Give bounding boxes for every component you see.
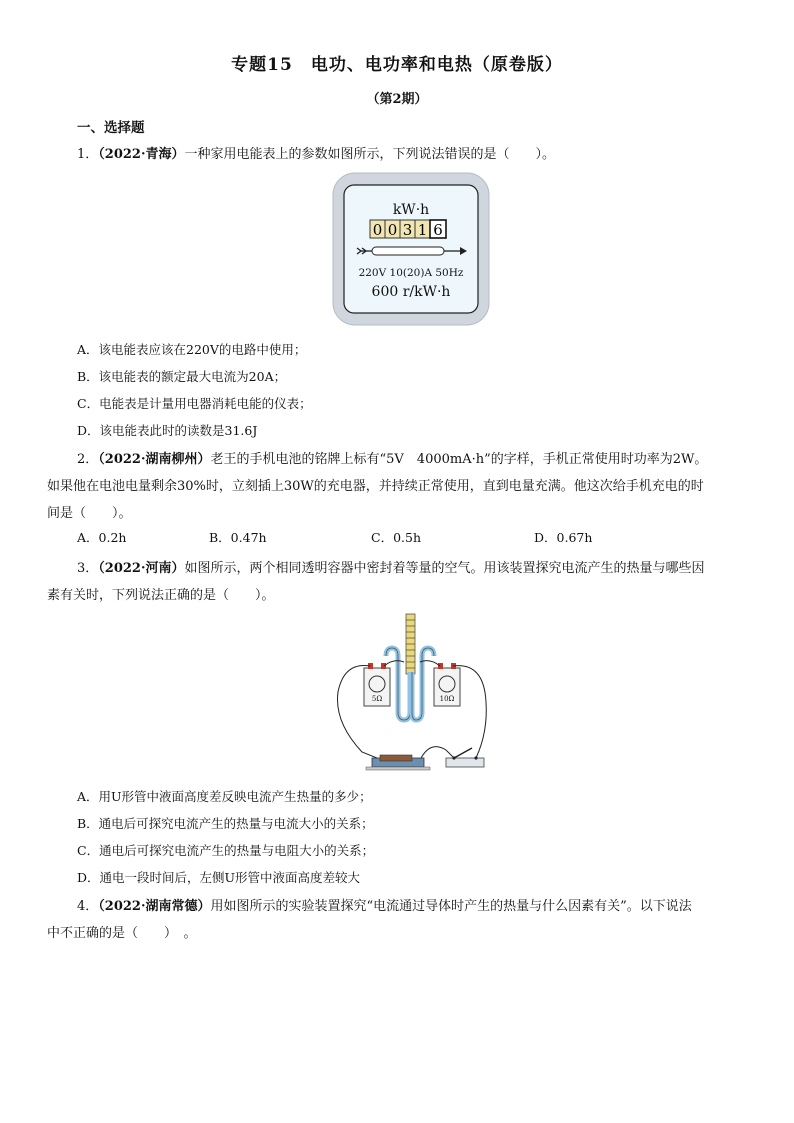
joule-heating-apparatus-figure bbox=[334, 612, 490, 772]
question-source: （2022·湖南常德） bbox=[98, 899, 211, 914]
question-4 bbox=[77, 895, 692, 914]
meter-digit: 1 bbox=[417, 221, 428, 239]
q2-option-a: A．0.2h bbox=[77, 530, 127, 545]
question-source: （2022·河南） bbox=[98, 561, 185, 576]
meter-digit: 0 bbox=[372, 221, 383, 239]
question-text: 如图所示，两个相同透明容器中密封着等量的空气。用该装置探究电流产生的热量与哪些因 bbox=[184, 561, 705, 576]
q1-option-c: C．电能表是计量用电器消耗电能的仪表； bbox=[77, 396, 312, 411]
section-heading: 一、选择题 bbox=[77, 120, 145, 136]
question-source: （2022·湖南柳州） bbox=[98, 452, 211, 467]
q2-option-d: D．0.67h bbox=[534, 530, 593, 545]
question-source: （2022·青海） bbox=[98, 147, 185, 162]
left-container bbox=[364, 663, 390, 706]
question-text: 老王的手机电池的铭牌上标有“5V 4000mA·h”的字样，手机正常使用时功率为2W。 bbox=[210, 452, 708, 467]
q3-option-d: D．通电一段时间后，左侧U形管中液面高度差较大 bbox=[77, 870, 361, 885]
question-number: 1． bbox=[77, 147, 99, 162]
question-number: 2． bbox=[77, 452, 99, 467]
q1-option-b: B．该电能表的额定最大电流为20A； bbox=[77, 369, 287, 384]
question-number: 4． bbox=[77, 899, 99, 914]
meter-digits bbox=[370, 220, 446, 239]
q2-option-c: C．0.5h bbox=[371, 530, 421, 545]
question-3-line-2: 素有关时，下列说法正确的是（ ）。 bbox=[47, 588, 275, 603]
document-title: 专题15 电功、电功率和电热（原卷版） bbox=[231, 55, 563, 75]
scale-ruler bbox=[406, 614, 415, 674]
meter-digit: 6 bbox=[433, 221, 443, 239]
q2-option-b: B．0.47h bbox=[209, 530, 267, 545]
meter-digit: 3 bbox=[402, 221, 413, 239]
meter-unit: kW·h bbox=[392, 202, 430, 218]
right-resistor-label: 10Ω bbox=[439, 695, 455, 703]
q3-option-a: A．用U形管中液面高度差反映电流产生热量的多少； bbox=[77, 789, 372, 804]
meter-digit: 0 bbox=[387, 221, 398, 239]
switch-icon bbox=[446, 748, 484, 767]
question-1 bbox=[77, 143, 555, 162]
q1-option-a: A．该电能表应该在220V的电路中使用； bbox=[77, 342, 307, 357]
question-2-line-2: 如果他在电池电量剩余30%时，立刻插上30W的充电器，并持续正常使用，直到电量充满。他这次给手机充电的时 bbox=[47, 479, 704, 494]
right-container bbox=[434, 663, 460, 706]
electric-meter-figure bbox=[332, 172, 490, 326]
question-3 bbox=[77, 557, 705, 576]
q3-option-b: B．通电后可探究电流产生的热量与电流大小的关系； bbox=[77, 816, 374, 831]
question-4-line-2: 中不正确的是（ ） 。 bbox=[47, 926, 197, 941]
q1-option-d: D．该电能表此时的读数是31.6J bbox=[77, 423, 258, 438]
meter-constant: 600 r/kW·h bbox=[371, 284, 451, 300]
document-subtitle: （第2期） bbox=[366, 92, 428, 107]
meter-specs: 220V 10(20)A 50Hz bbox=[358, 267, 464, 279]
question-number: 3． bbox=[77, 561, 99, 576]
left-resistor-label: 5Ω bbox=[371, 695, 383, 703]
question-text: 用如图所示的实验装置探究“电流通过导体时产生的热量与什么因素有关”。以下说法 bbox=[210, 899, 692, 914]
q3-option-c: C．通电后可探究电流产生的热量与电阻大小的关系； bbox=[77, 843, 375, 858]
question-2 bbox=[77, 448, 707, 467]
question-text: 一种家用电能表上的参数如图所示，下列说法错误的是（ ）。 bbox=[184, 147, 556, 162]
question-2-line-3: 间是（ ）。 bbox=[47, 506, 132, 521]
